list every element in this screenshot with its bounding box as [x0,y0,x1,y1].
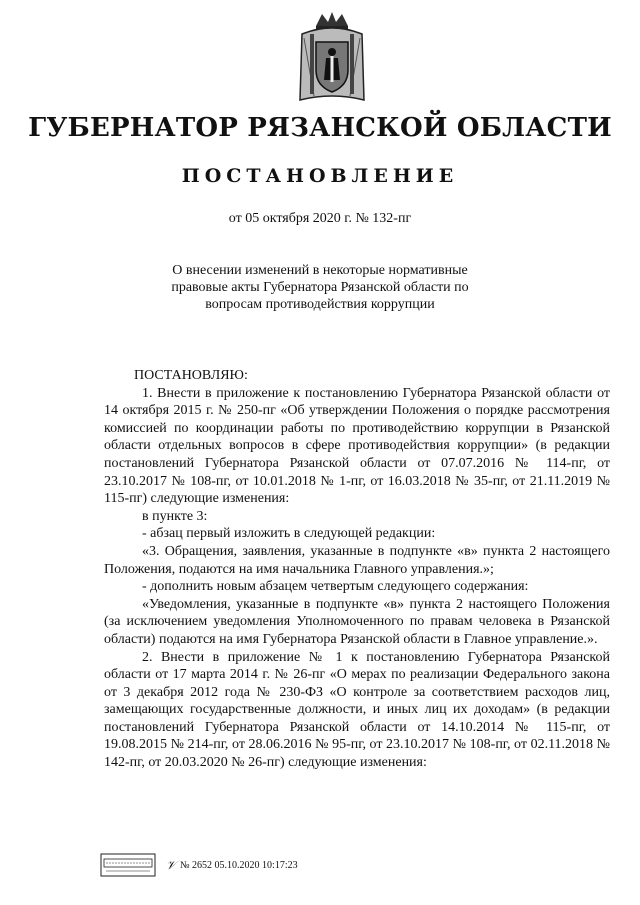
paragraph-1: 1. Внести в приложение к постановлению Губернатора Рязанской области от 14 октября 2015 г. № 250-пг «Об утверждении Положения о порядке рассмотрения комиссией по координации работы по противодействию коррупции в Рязанской области отдельных вопросов в сфере противодействия коррупции» (в редакции постановлений Губернатора Рязанской области от 07.07.2016 № 114-пг, от 23.10.2017 № 108-пг, от 10.01.2018 № 1-пг, от 16.03.2018 № 35-пг, от 21.11.2019 № 115-пг) следующие изменения: [104,385,610,507]
coat-of-arms-icon [292,8,372,108]
paragraph-2: 2. Внести в приложение № 1 к постановлению Губернатора Рязанской области от 17 марта 2014 г. № 26-пг «О мерах по реализации Федерального закона от 3 декабря 2012 года № 230-ФЗ «О контроле за соответствием расходов лиц, замещающих государственные должности, и иных лиц их доходам» (в редакции постановлений Губернатора Рязанской области от 14.10.2014 № 115-пг, от 19.08.2015 № 214-пг, от 28.06.2016 № 95-пг, от 23.10.2017 № 108-пг, от 02.11.2018 № 142-пг, от 20.03.2020 № 26-пг) следующие изменения: [104,649,610,771]
issuing-authority: ГУБЕРНАТОР РЯЗАНСКОЙ ОБЛАСТИ [28,113,612,143]
registration-code: № 2652 05.10.2020 10:17:23 [180,859,298,871]
paragraph-1-quote-1: «3. Обращения, заявления, указанные в подпункте «в» пункта 2 настоящего Положения, подаются на имя начальника Главного управления.»; [104,543,610,577]
decree-intro: ПОСТАНОВЛЯЮ: [134,368,248,383]
paragraph-1-quote-2: «Уведомления, указанные в подпункте «в» пункта 2 настоящего Положения (за исключением уведомления Уполномоченного по правам человека в Рязанской области) подаются на имя Губернатора Рязанской области в Главное управление.». [104,596,610,647]
document-type: ПОСТАНОВЛЕНИЕ [181,165,459,187]
paragraph-1-subitem-1: - абзац первый изложить в следующей редакции: [142,526,436,542]
registration-stamp-icon [100,853,156,877]
document-body [104,367,610,772]
document-date-number: от 05 октября 2020 г. № 132-пг [228,211,412,226]
paragraph-1-item: в пункте 3: [142,508,208,524]
document-subject: О внесении изменений в некоторые нормативные правовые акты Губернатора Рязанской области по вопросам противодействия коррупции [171,263,469,312]
registration-footer [100,852,298,878]
paragraph-1-subitem-2: - дополнить новым абзацем четвертым следующего содержания: [142,579,529,595]
signature-mark-icon: 𝒱 [166,857,176,872]
